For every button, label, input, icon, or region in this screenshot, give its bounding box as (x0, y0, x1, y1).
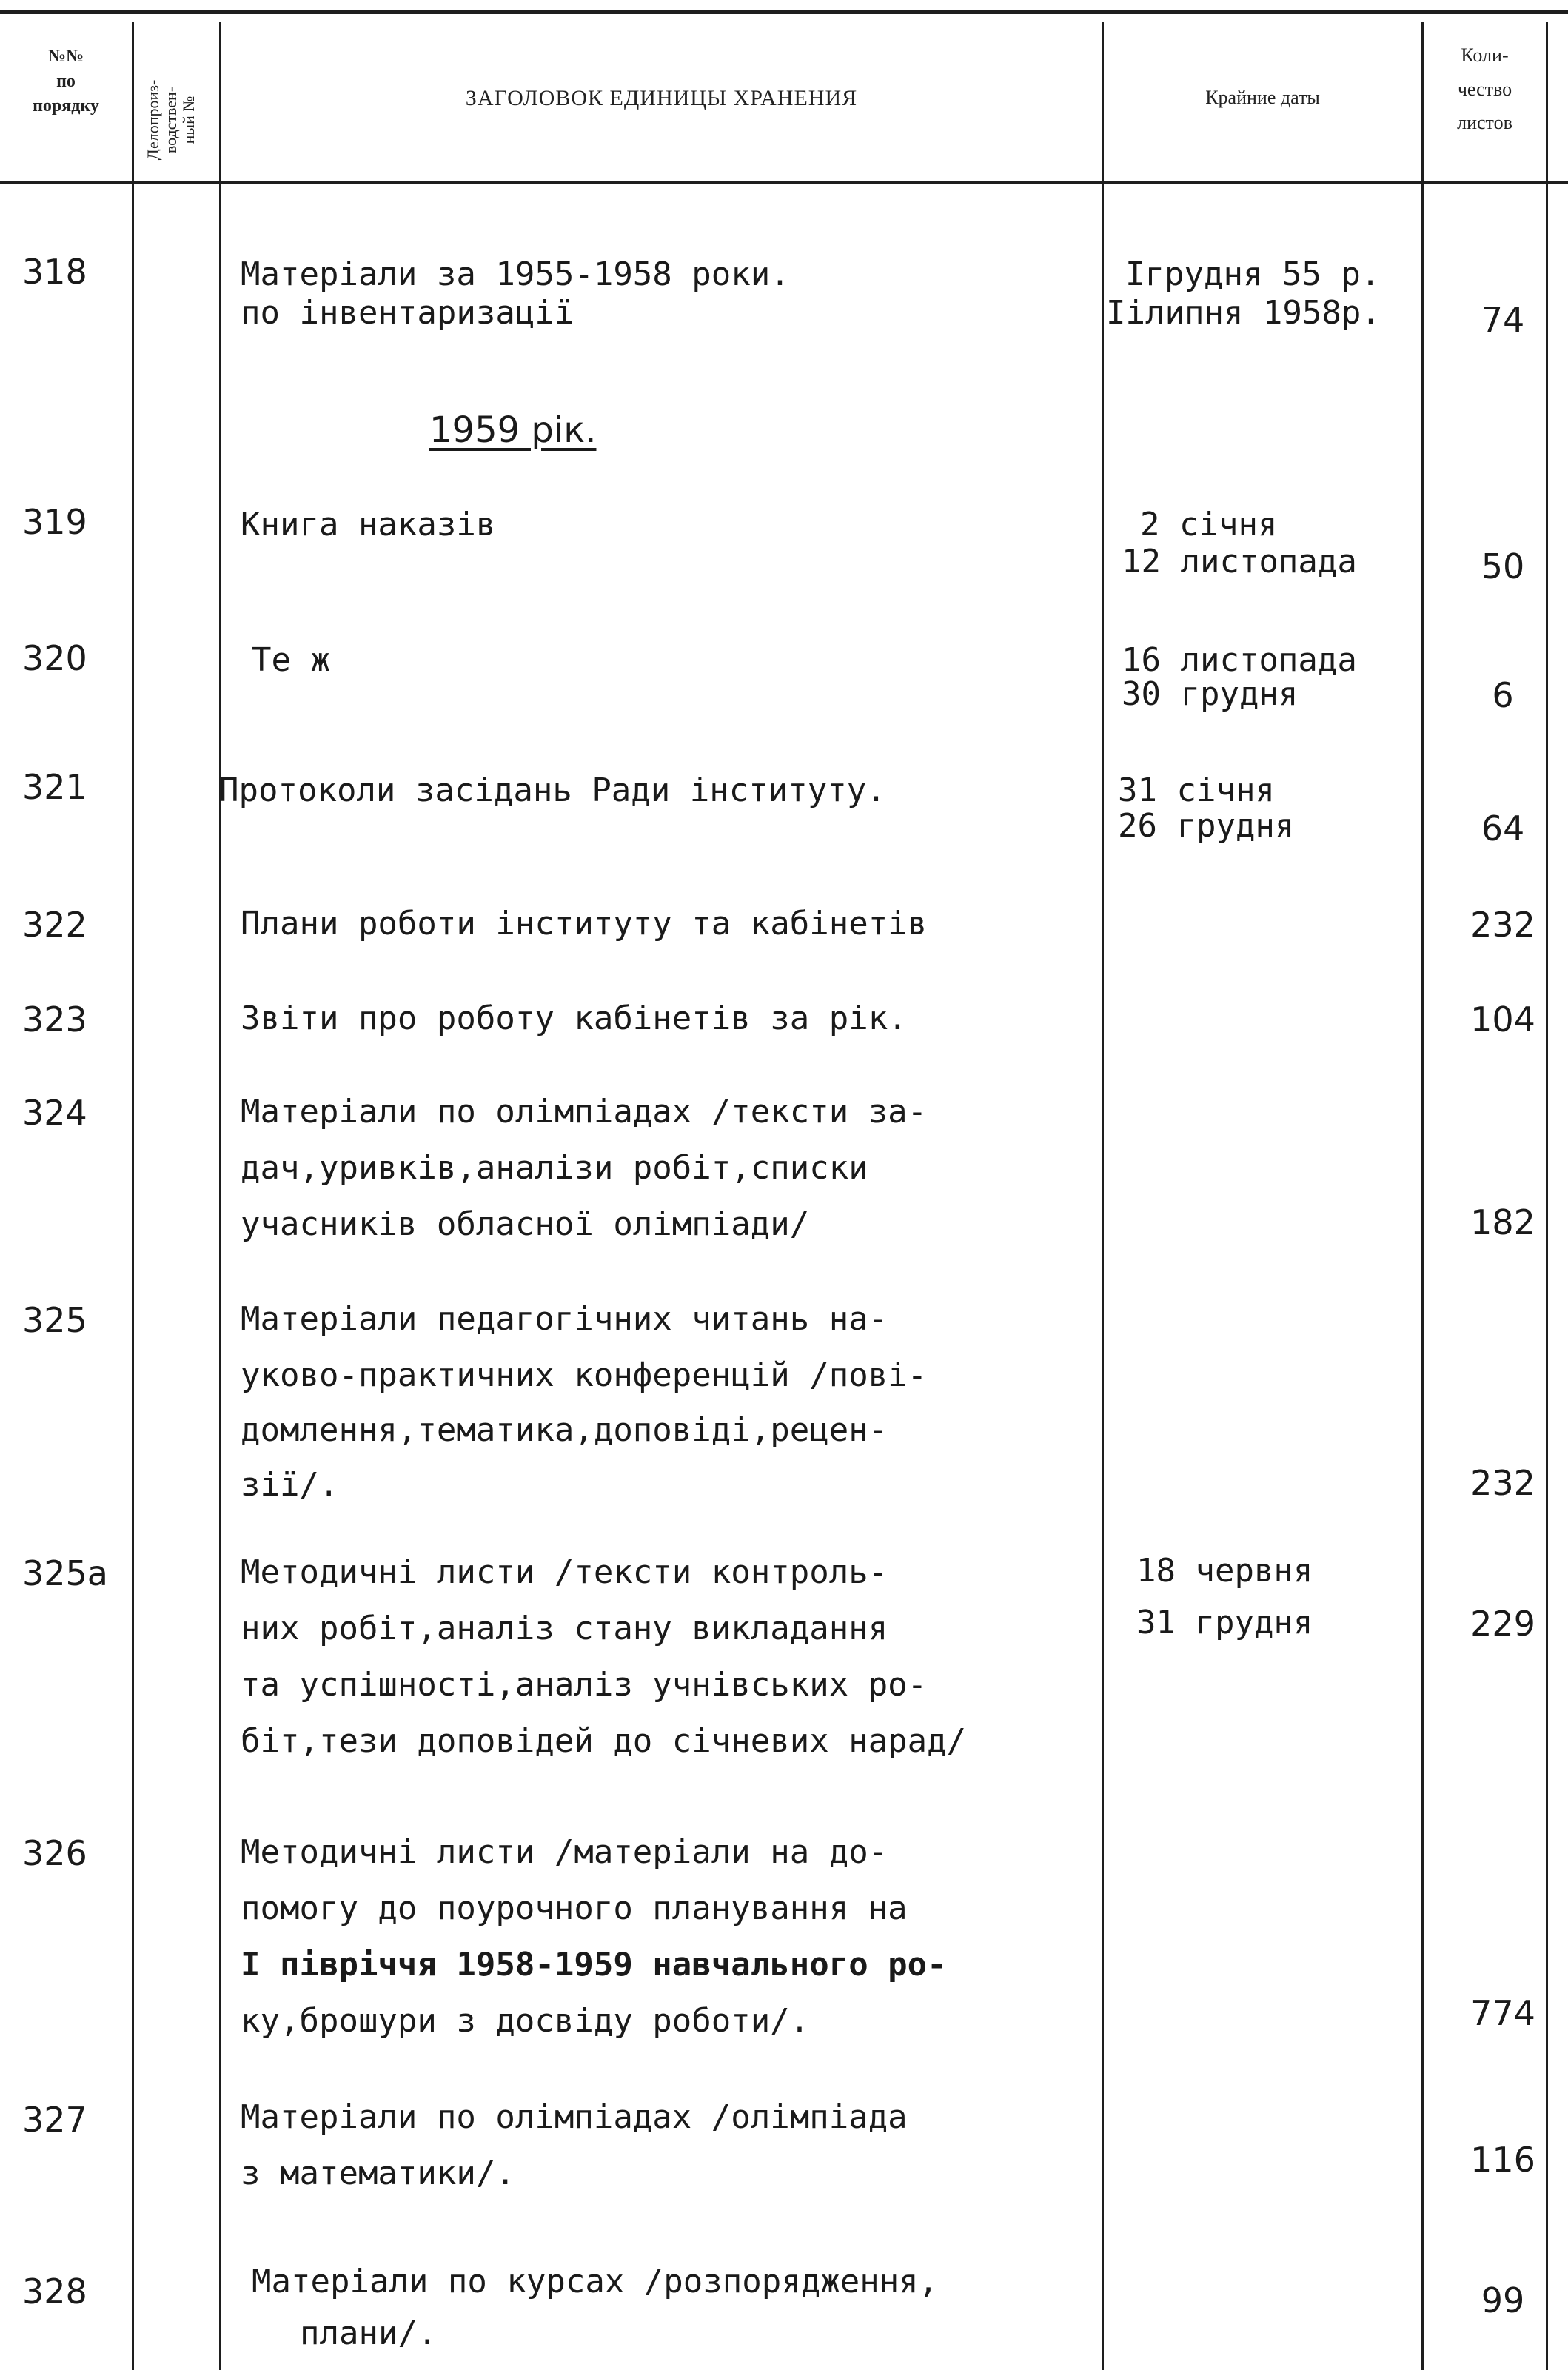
row-number: 326 (22, 1833, 87, 1873)
column-divider-count (1421, 22, 1424, 2370)
header-count-column (1424, 39, 1546, 140)
column-divider-delo (219, 22, 221, 2370)
row-number: 319 (22, 502, 87, 542)
row-count: 64 (1481, 809, 1525, 848)
header-title: ЗАГОЛОВОК ЕДИНИЦЫ ХРАНЕНИЯ (465, 86, 858, 110)
row-title-line: біт,тези доповідей до січневих нарад/ (241, 1722, 967, 1760)
row-date-start: 16 листопада (1122, 641, 1357, 679)
row-number: 325а (22, 1553, 108, 1593)
row-count: 6 (1492, 675, 1514, 715)
row-count: 50 (1481, 546, 1525, 586)
row-count: 74 (1481, 300, 1525, 340)
header-delo-column (144, 51, 207, 189)
row-title-line: І півріччя 1958-1959 навчального ро- (241, 1946, 947, 1984)
row-date-start: 31 січня (1118, 771, 1275, 809)
header-delo-line3: ный № (179, 96, 198, 144)
column-divider-dates (1102, 22, 1104, 2370)
header-count-line2: чество (1457, 78, 1512, 100)
header-delo-line1: Делопроиз- (144, 79, 162, 161)
row-date-start: Ігрудня 55 р. (1125, 255, 1381, 293)
row-title-line: ку,брошури з досвіду роботи/. (241, 2002, 810, 2040)
row-title-line: зії/. (241, 1466, 339, 1504)
row-date-end: 12 листопада (1122, 543, 1357, 580)
row-number: 318 (22, 252, 87, 292)
row-title-line: Книга наказів (241, 506, 496, 543)
row-date-end: 31 грудня (1136, 1604, 1313, 1641)
row-count: 229 (1470, 1604, 1535, 1644)
row-title-line: Плани роботи інституту та кабінетів (241, 905, 928, 943)
row-count: 232 (1470, 905, 1535, 945)
row-number: 327 (22, 2100, 87, 2140)
row-title-line: Матеріали за 1955-1958 роки. (241, 255, 790, 293)
row-count: 116 (1470, 2140, 1535, 2180)
row-number: 324 (22, 1093, 87, 1133)
row-number: 328 (22, 2272, 87, 2312)
column-divider-right (1546, 22, 1548, 2370)
row-date-end: 30 грудня (1122, 675, 1299, 713)
row-title-line: учасників обласної олімпіади/ (241, 1205, 810, 1243)
header-delo-line2: водствен- (161, 86, 181, 154)
row-number: 323 (22, 1000, 87, 1040)
header-count-line3: листов (1457, 112, 1512, 133)
row-date-start: 18 червня (1136, 1552, 1313, 1590)
row-date-start: 2 січня (1140, 506, 1278, 543)
year-heading: 1959 рік. (429, 409, 597, 451)
row-title-line: дач,уривків,аналізи робіт,списки (241, 1149, 868, 1187)
row-title-line: Методичні листи /тексти контроль- (241, 1553, 888, 1591)
row-title-line: уково-практичних конференцій /пові- (241, 1356, 928, 1394)
header-dates: Крайние даты (1205, 87, 1320, 108)
header-number-line3: порядку (33, 96, 99, 116)
row-count: 99 (1481, 2280, 1525, 2320)
row-title-line: Матеріали по олімпіадах /олімпіада (241, 2098, 908, 2136)
row-title-line: з математики/. (241, 2155, 515, 2192)
row-title-line: Матеріали по олімпіадах /тексти за- (241, 1093, 928, 1131)
row-title-line: домлення,тематика,доповіді,рецен- (241, 1411, 888, 1449)
row-title-line: помогу до поурочного планування на (241, 1889, 908, 1927)
row-title-line: Те ж (252, 641, 330, 679)
row-count: 182 (1470, 1202, 1535, 1242)
row-date-end: Іілипня 1958р. (1106, 294, 1381, 332)
header-number-line2: по (56, 71, 76, 91)
header-bottom-border (0, 181, 1568, 184)
header-number-column (0, 44, 132, 119)
row-number: 322 (22, 905, 87, 945)
row-title-line: плани/. (300, 2314, 438, 2352)
row-title-line: Методичні листи /матеріали на до- (241, 1833, 888, 1871)
header-count-line1: Коли- (1461, 44, 1509, 66)
column-divider-number (132, 22, 134, 2370)
row-title-line: по інвентаризації (241, 294, 574, 332)
row-count: 774 (1470, 1993, 1535, 2033)
row-title-line: Матеріали педагогічних читань на- (241, 1300, 888, 1338)
top-border (0, 10, 1568, 14)
row-date-end: 26 грудня (1118, 807, 1295, 845)
row-number: 325 (22, 1300, 87, 1340)
row-number: 320 (22, 638, 87, 678)
row-number: 321 (22, 767, 87, 807)
row-title-line: Матеріали по курсах /розпорядження, (252, 2263, 939, 2300)
row-title-line: та успішності,аналіз учнівських ро- (241, 1666, 928, 1704)
row-title-line: Протоколи засідань Ради інституту. (219, 771, 886, 809)
row-title-line: них робіт,аналіз стану викладання (241, 1610, 888, 1647)
row-count: 232 (1470, 1463, 1535, 1503)
header-number-line1: №№ (47, 47, 84, 66)
row-count: 104 (1470, 1000, 1535, 1040)
row-title-line: Звіти про роботу кабінетів за рік. (241, 1000, 908, 1037)
